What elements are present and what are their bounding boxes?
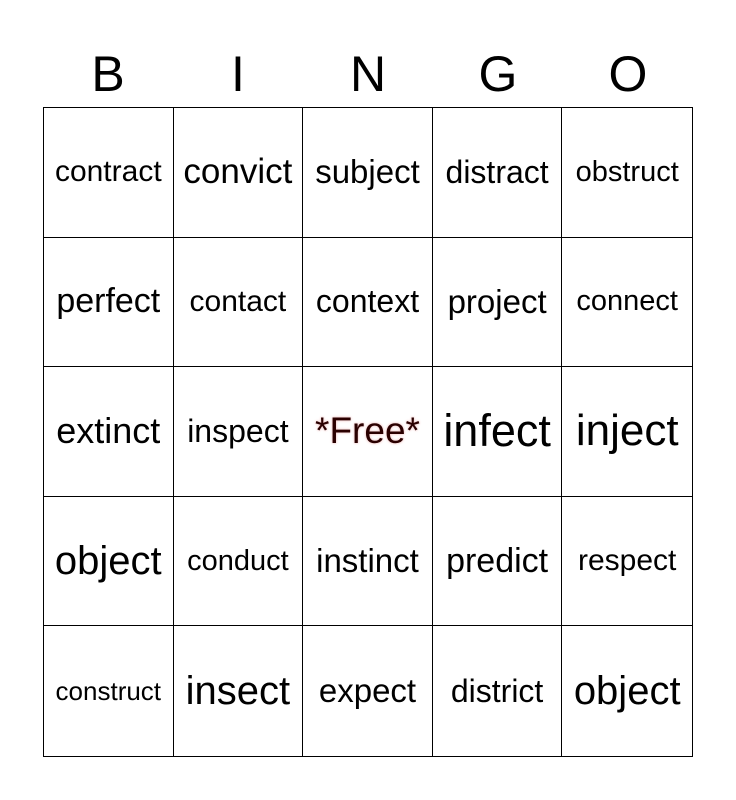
header-letter-n: N <box>349 46 387 102</box>
bingo-cell[interactable]: obstruct <box>562 108 692 238</box>
bingo-cell[interactable]: contract <box>44 108 174 238</box>
bingo-cell[interactable]: predict <box>433 497 563 627</box>
bingo-cell[interactable]: instinct <box>303 497 433 627</box>
bingo-cell[interactable]: object <box>573 668 681 713</box>
free-space-cell[interactable]: *Free* <box>303 367 433 497</box>
bingo-cell[interactable]: project <box>433 238 563 368</box>
bingo-cell[interactable]: insect <box>174 626 304 756</box>
bingo-cell[interactable]: respect <box>562 497 692 627</box>
bingo-cell[interactable]: expect <box>303 626 433 756</box>
header-letter-g: G <box>478 46 518 102</box>
header-letter-o: O <box>608 46 648 102</box>
bingo-cell[interactable]: conduct <box>174 497 304 627</box>
bingo-cell[interactable]: contact <box>174 238 304 368</box>
bingo-cell[interactable]: infect <box>433 367 563 497</box>
bingo-cell[interactable]: connect <box>562 238 692 368</box>
bingo-cell[interactable]: district <box>433 626 563 756</box>
bingo-cell[interactable]: object <box>44 497 174 627</box>
bingo-header <box>43 44 693 104</box>
header-letter-b: B <box>91 46 125 102</box>
bingo-cell[interactable]: context <box>303 238 433 368</box>
bingo-cell[interactable]: construct <box>44 626 174 756</box>
bingo-cell[interactable]: perfect <box>44 238 174 368</box>
bingo-cell[interactable]: inject <box>562 367 692 497</box>
bingo-cell[interactable]: extinct <box>44 367 174 497</box>
bingo-board <box>43 107 693 757</box>
bingo-cell[interactable]: distract <box>433 108 563 238</box>
bingo-cell[interactable]: subject <box>303 108 433 238</box>
bingo-cell[interactable]: inspect <box>174 367 304 497</box>
header-letter-i: I <box>231 46 245 102</box>
bingo-cell[interactable]: convict <box>174 108 304 238</box>
